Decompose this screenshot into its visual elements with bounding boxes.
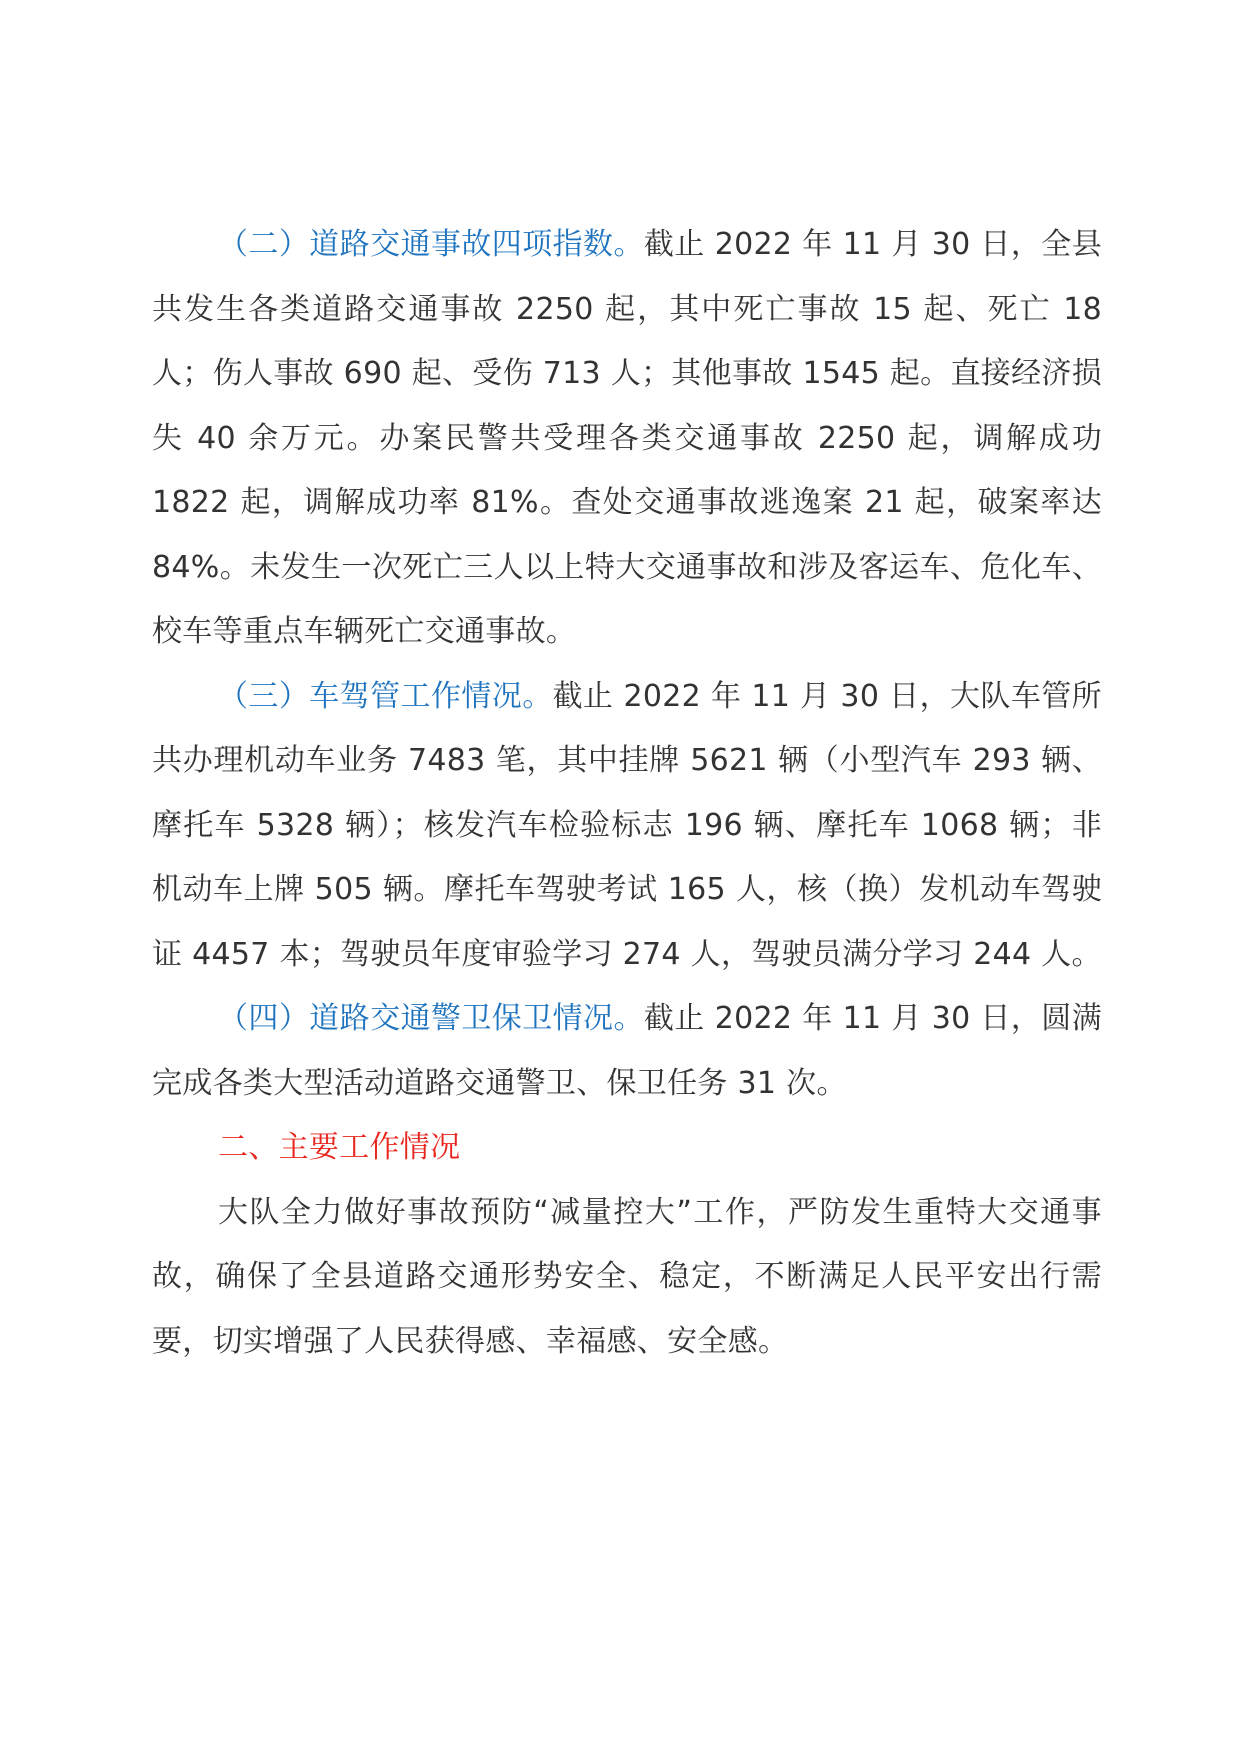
paragraph-main-work: [152, 1181, 1102, 1375]
paragraph-vehicle-driver-management: [152, 665, 1102, 988]
paragraph-traffic-security-escort-text: 截止 2022 年 11 月 30 日，圆满完成各类大型活动道路交通警卫、保卫任务 31 次。: [152, 1001, 1102, 1101]
section-heading-main-work: 二、主要工作情况: [218, 1130, 461, 1165]
subheading-road-accident-indices: （二）道路交通事故四项指数。: [218, 227, 644, 262]
paragraph-traffic-security-escort: [152, 987, 1102, 1116]
paragraph-road-accident-indices-text: 截止 2022 年 11 月 30 日，全县共发生各类道路交通事故 2250 起，其中死亡事故 15 起、死亡 18 人；伤人事故 690 起、受伤 713 人；其他事故 1545 起。直接经济损失 40 余万元。办案民警共受理各类交通事故 2250 起，调解成功 1822 起，调解成功率 81%。查处交通事故逃逸案 21 起，破案率达 84%。未发生一次死亡三人以上特大交通事故和涉及客运车、危化车、校车等重点车辆死亡交通事故。: [152, 227, 1102, 649]
paragraph-vehicle-driver-management-text: 截止 2022 年 11 月 30 日，大队车管所共办理机动车业务 7483 笔，其中挂牌 5621 辆（小型汽车 293 辆、摩托车 5328 辆）；核发汽车检验标志 196 辆、摩托车 1068 辆；非机动车上牌 505 辆。摩托车驾驶考试 165 人，核（换）发机动车驾驶证 4457 本；驾驶员年度审验学习 274 人，驾驶员满分学习 244 人。: [152, 678, 1102, 972]
paragraph-road-accident-indices: [152, 213, 1102, 665]
subheading-traffic-security-escort: （四）道路交通警卫保卫情况。: [218, 1001, 644, 1036]
subheading-vehicle-driver-management: （三）车驾管工作情况。: [218, 678, 553, 714]
paragraph-main-work-text: 大队全力做好事故预防“减量控大”工作，严防发生重特大交通事故，确保了全县道路交通形势安全、稳定，不断满足人民平安出行需要，切实增强了人民获得感、幸福感、安全感。: [152, 1194, 1102, 1359]
document-body: [152, 213, 1102, 1374]
